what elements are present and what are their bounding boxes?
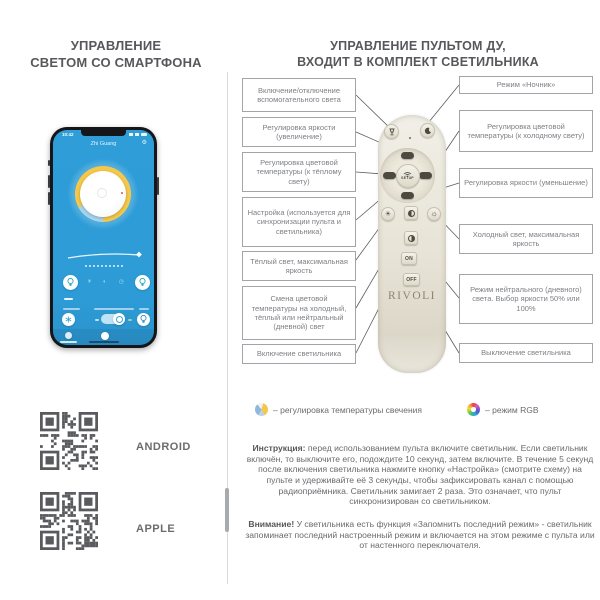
- nav-tab-label: [60, 341, 77, 343]
- apple-label: APPLE: [136, 523, 176, 535]
- qr-code-apple: [40, 492, 98, 550]
- signal-icon: [129, 133, 133, 136]
- phone-screen: [53, 130, 154, 345]
- instruction-body: перед использованием пульта включите светильник. Если светильник включён, то выключите его, подождите 10 секунд, затем включите. В течение 5 секунд после включения светильника нажмите кнопку «Настройка» (смотрите схему) на пульте и удерживайте её 3 секунды, чтобы зафиксировать канал с помощью радиоприёмника. Светильник замигает 2 раза. Это означает, что пульт синхронизирован со светильником.: [246, 443, 594, 507]
- callout-neutral-mode: Режим нейтрального (дневного) света. Выбор яркости 50% или 100%: [459, 274, 593, 324]
- attention-lead: Внимание!: [248, 519, 295, 529]
- on-button: [401, 252, 417, 265]
- snowflake-icon: [65, 316, 72, 323]
- remote-section-title: УПРАВЛЕНИЕ ПУЛЬТОМ ДУ, ВХОДИТ В КОМПЛЕКТ СВЕТИЛЬНИКА: [297, 39, 539, 69]
- qr-apple-svg: [40, 492, 98, 550]
- attention-body: У светильника есть функция «Запомнить последний режим» - светильник запоминает последний настроенный режим и включается на этом режиме с пульта или от настенного переключателя.: [245, 519, 595, 551]
- battery-icon: [141, 133, 147, 136]
- callout-warm-max: Тёплый свет, максимальная яркость: [242, 251, 356, 281]
- phone-volume-up-button: [48, 175, 50, 188]
- remote-control: [378, 115, 446, 373]
- android-label: ANDROID: [136, 441, 191, 453]
- smartphone: [50, 127, 157, 348]
- callout-night-mode: Режим «Ночник»: [459, 76, 593, 94]
- remote-dpad: [380, 148, 435, 203]
- half-contrast-right-icon: [408, 235, 415, 242]
- power-toggle[interactable]: [101, 314, 125, 324]
- status-bar-time: 10:42: [62, 132, 74, 137]
- half-contrast-icon: [408, 210, 415, 217]
- label-placeholder-right: [139, 308, 149, 310]
- callout-cold-max: Холодный свет, максимальная яркость: [459, 224, 593, 254]
- nav-tab-devices[interactable]: [65, 332, 72, 339]
- remote-led-dot: [409, 137, 411, 139]
- rgb-button[interactable]: [137, 313, 150, 326]
- scene-mode-icon[interactable]: ◐: [103, 279, 107, 285]
- on-button-label: ON: [405, 255, 413, 262]
- dial-knob[interactable]: [80, 171, 126, 217]
- rgb-legend-icon: [467, 403, 480, 416]
- setup-button: [396, 164, 420, 188]
- home-indicator: [89, 341, 119, 344]
- bulb-icon: [139, 278, 146, 287]
- aux-light-button: [384, 124, 399, 139]
- setup-button-label: SETUP: [401, 175, 414, 180]
- off-button-label: OFF: [406, 276, 417, 283]
- wifi-status-icon: [135, 133, 139, 136]
- cold-temp-pill-button: [419, 172, 432, 179]
- callout-brightness-up: Регулировка яркости (увеличение): [242, 117, 356, 147]
- callout-aux-light: Включение/отключение вспомогательного света: [242, 78, 356, 112]
- instruction-lead: Инструкция:: [252, 443, 306, 453]
- instruction-paragraph: [244, 443, 596, 507]
- off-button: [403, 273, 420, 286]
- lamp-icon: [388, 128, 396, 136]
- moon-icon: [424, 127, 432, 135]
- callout-turn-on: Включение светильника: [242, 344, 356, 364]
- callout-temp-switch: Смена цветовой температуры на холодный, тёплый или нейтральный (дневной) свет: [242, 286, 356, 340]
- phone-mute-switch: [48, 160, 50, 166]
- dial-indicator-dot: [121, 192, 123, 194]
- dial-center-ring: [97, 188, 107, 198]
- temperature-legend-text: – регулировка температуры свечения: [273, 405, 423, 415]
- night-mode-button: [420, 123, 435, 138]
- temperature-legend-icon: [255, 403, 268, 416]
- smartphone-section-title: УПРАВЛЕНИЕ СВЕТОМ СО СМАРТФОНА: [30, 38, 202, 70]
- sun-outline-icon: ☼: [430, 209, 438, 218]
- sun-filled-icon: ☀: [384, 210, 392, 218]
- warm-max-button: [381, 207, 395, 221]
- warm-temp-pill-button: [383, 172, 396, 179]
- callout-warm-temp: Регулировка цветовой температуры (к тёплому свету): [242, 152, 356, 192]
- bulb-button-right[interactable]: [135, 275, 150, 290]
- bulb-icon: [140, 315, 147, 324]
- label-placeholder-left: [63, 308, 80, 310]
- rgb-legend-text: – режим RGB: [485, 405, 539, 415]
- section-dash: [64, 298, 73, 300]
- brightness-up-pill-button: [401, 152, 414, 159]
- brightness-down-pill-button: [401, 192, 414, 199]
- bulb-icon: [67, 278, 74, 287]
- qr-android-svg: [40, 412, 98, 470]
- brightness-dial[interactable]: [72, 163, 134, 225]
- temp-switch-button: [404, 206, 418, 220]
- nav-tab-home[interactable]: [101, 332, 109, 340]
- app-title: Zhi Guang: [90, 141, 117, 147]
- bulb-button-left[interactable]: [63, 275, 78, 290]
- sun-mode-icon[interactable]: ☀: [87, 279, 92, 285]
- toggle-knob[interactable]: [113, 313, 125, 325]
- toggle-minus-mark: [95, 319, 99, 321]
- settings-gear-icon[interactable]: ⚙: [141, 140, 147, 146]
- callout-cold-temp: Регулировка цветовой температуры (к холодному свету): [459, 110, 593, 152]
- neutral-mode-button: [404, 231, 418, 245]
- callout-turn-off: Выключение светильника: [459, 343, 593, 363]
- cold-max-button: [427, 207, 441, 221]
- callout-brightness-down: Регулировка яркости (уменьшение): [459, 168, 593, 198]
- brand-logo: RIVOLI: [388, 290, 436, 302]
- snowflake-button[interactable]: [62, 313, 75, 326]
- phone-notch: [81, 130, 126, 136]
- attention-paragraph: [244, 519, 596, 551]
- toggle-plus-mark: [128, 319, 132, 321]
- temperature-slider[interactable]: [53, 248, 154, 264]
- timer-mode-icon[interactable]: ◷: [119, 279, 124, 285]
- phone-volume-down-button: [48, 192, 50, 205]
- phone-power-button: [157, 177, 159, 195]
- label-placeholder-center: [94, 308, 134, 310]
- callout-setup: Настройка (используется для синхронизации пульта и светильника): [242, 197, 356, 247]
- slider-scale-ticks: [85, 265, 123, 267]
- qr-code-android: [40, 412, 98, 470]
